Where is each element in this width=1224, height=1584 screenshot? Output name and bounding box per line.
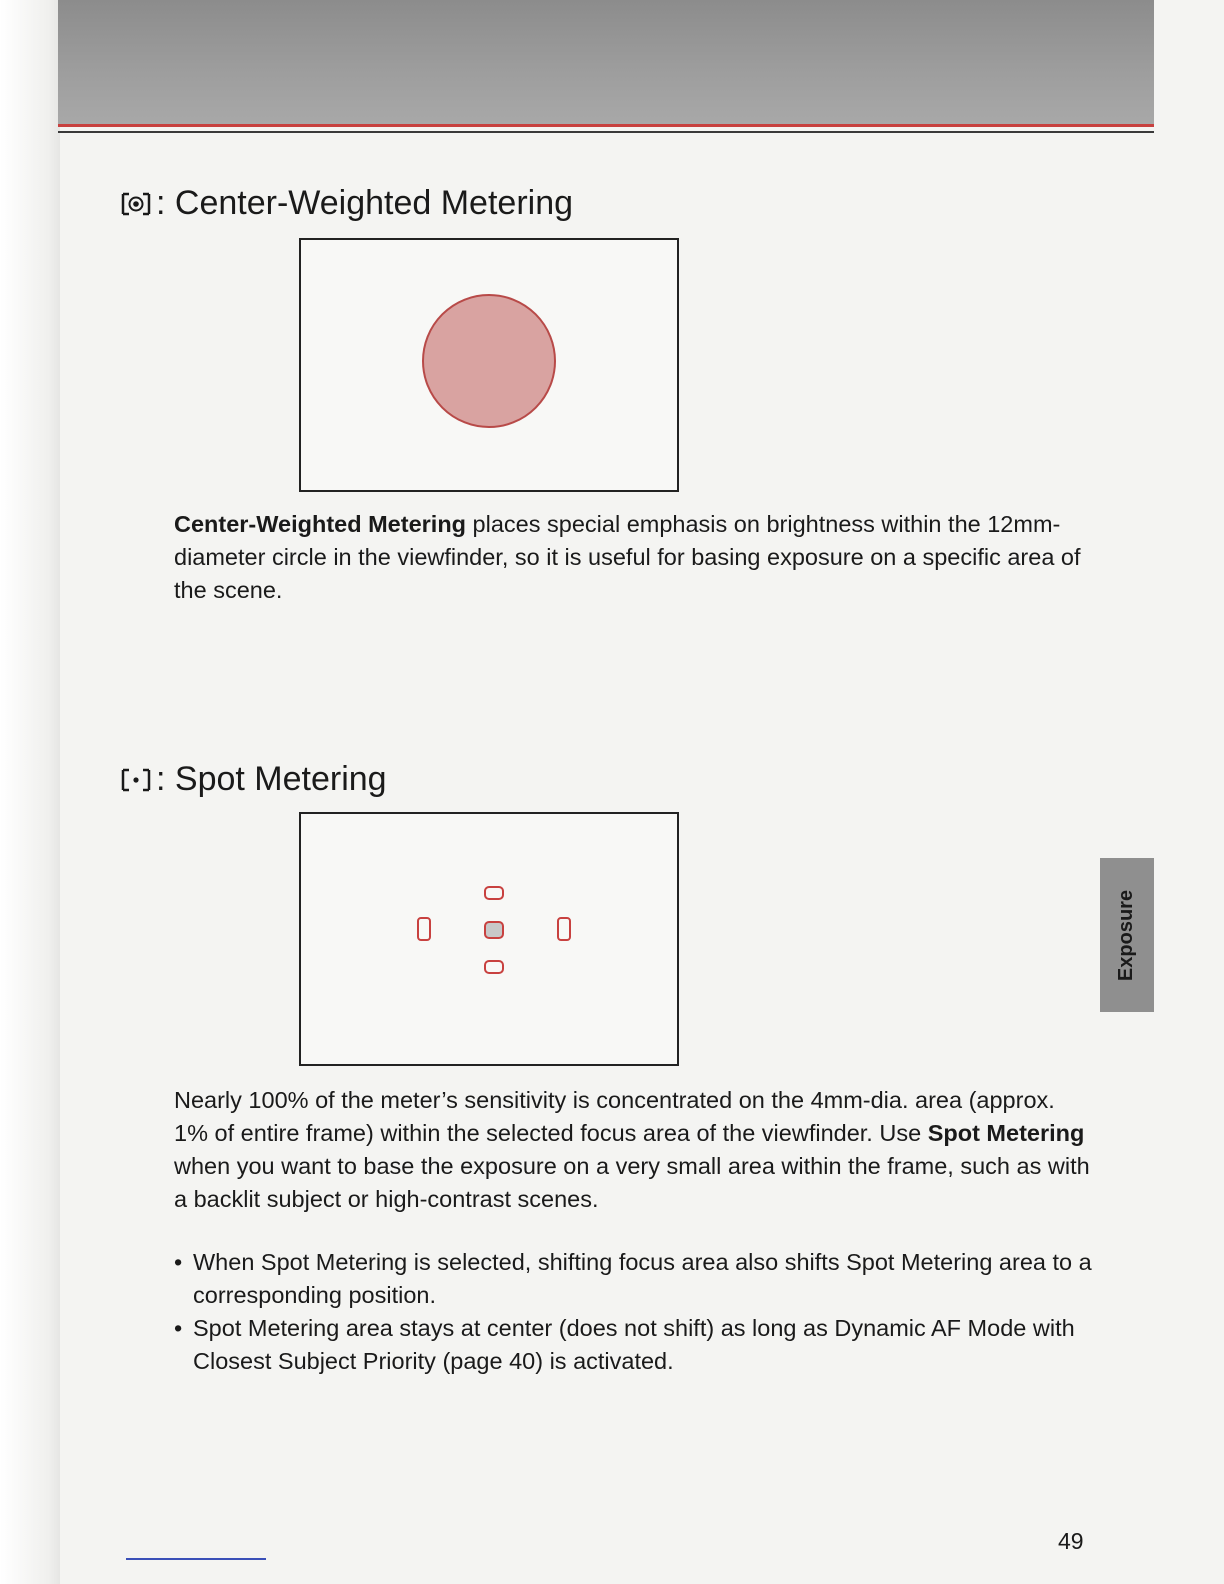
center-weighted-heading — [120, 184, 573, 223]
focus-area-left — [418, 918, 430, 940]
center-weighted-lead-text: places special emphasis on brightness within the 12mm-diameter circle in the viewfinder, so it is useful for basing exposure on a specific area of the scene. — [174, 511, 1081, 603]
center-weighted-lead-bold: Center-Weighted Metering — [174, 511, 467, 537]
spot-heading — [120, 760, 387, 799]
bottom-rule — [126, 1558, 266, 1560]
page-gutter-shadow — [0, 0, 60, 1584]
spot-bullet-2 — [174, 1312, 1094, 1378]
page-number: 49 — [1058, 1528, 1084, 1554]
focus-area-top — [485, 887, 503, 899]
header-rule-dark — [58, 131, 1154, 133]
bullet-marker: • — [174, 1249, 183, 1275]
spot-title: : Spot Metering — [156, 760, 387, 798]
spot-description — [174, 1084, 1094, 1216]
bullet-text: When Spot Metering is selected, shifting focus area also shifts Spot Metering area to a corresponding position. — [193, 1249, 1092, 1308]
spot-text-1: Nearly 100% of the meter’s sensitivity is concentrated on the 4mm-dia. area (approx. 1% of entire frame) within the selected focus area of the viewfinder. Use — [174, 1087, 1055, 1146]
center-weighted-circle — [423, 295, 555, 427]
spot-viewfinder-diagram — [299, 812, 679, 1066]
spot-metering-icon — [120, 767, 152, 793]
focus-area-right — [558, 918, 570, 940]
spot-bullet-1 — [174, 1246, 1094, 1312]
center-weighted-title: : Center-Weighted Metering — [156, 184, 574, 222]
header-band — [58, 0, 1154, 124]
spot-text-2: when you want to base the exposure on a very small area within the frame, such as with a backlit subject or high-contrast scenes. — [174, 1153, 1090, 1212]
focus-area-bottom — [485, 961, 503, 973]
side-tab-label: Exposure — [1115, 889, 1138, 981]
bullet-text: Spot Metering area stays at center (does not shift) as long as Dynamic AF Mode with Closest Subject Priority (page 40) is activated. — [193, 1315, 1075, 1374]
exposure-side-tab — [1100, 858, 1154, 1012]
center-weighted-viewfinder-diagram — [299, 238, 679, 492]
focus-area-center — [485, 922, 503, 938]
header-rule-red — [58, 124, 1154, 127]
bullet-marker: • — [174, 1315, 183, 1341]
spot-text-bold: Spot Metering — [927, 1120, 1085, 1146]
center-weighted-description — [174, 508, 1094, 607]
center-weighted-metering-icon — [120, 191, 152, 217]
